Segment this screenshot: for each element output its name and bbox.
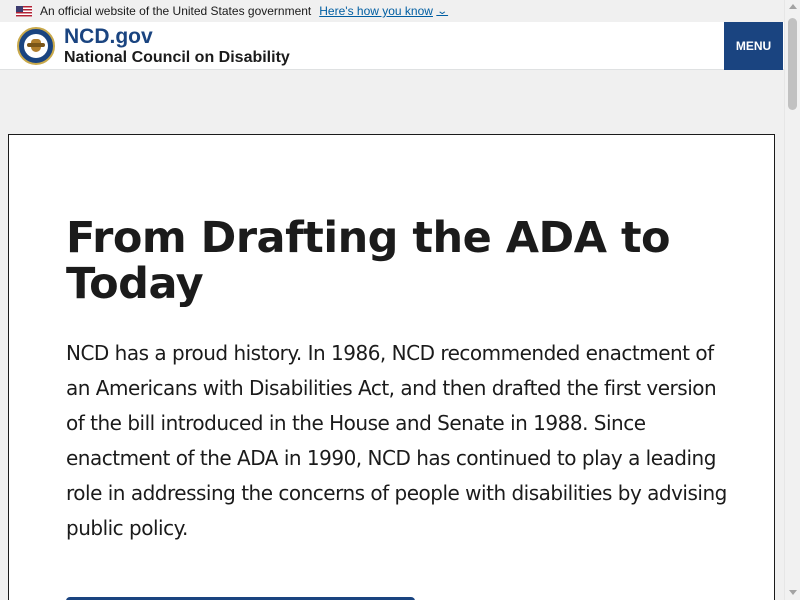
scroll-up-arrow-icon[interactable] [789,4,797,9]
scrollbar-thumb[interactable] [788,18,797,110]
hero-card [8,134,775,600]
scroll-down-arrow-icon[interactable] [789,590,797,595]
us-flag-icon [16,6,32,17]
site-header [0,22,784,70]
vertical-scrollbar[interactable] [784,0,800,600]
official-site-text: An official website of the United States government [40,4,312,18]
heres-how-you-know-label: Here's how you know [319,4,433,18]
site-name-link[interactable]: NCD.gov [64,25,153,48]
hero-title: From Drafting the ADA to Today [66,213,671,309]
gov-banner [0,0,784,22]
chevron-down-icon: ⌄ [436,5,449,17]
menu-button[interactable]: MENU [724,22,783,70]
heres-how-you-know-link[interactable] [319,4,449,18]
ncd-seal-icon[interactable] [17,27,55,65]
site-subtitle: National Council on Disability [64,49,290,66]
hero-body: NCD has a proud history. In 1986, NCD recommended enactment of an Americans with Disabilities Act, and then drafted the first version of the bill introduced in the House and Senate in 1988. Since enactment of the ADA in 1990, NCD has continued to play a leading role in addressing the concerns of people with disabilities by advising public policy. [66,341,727,540]
